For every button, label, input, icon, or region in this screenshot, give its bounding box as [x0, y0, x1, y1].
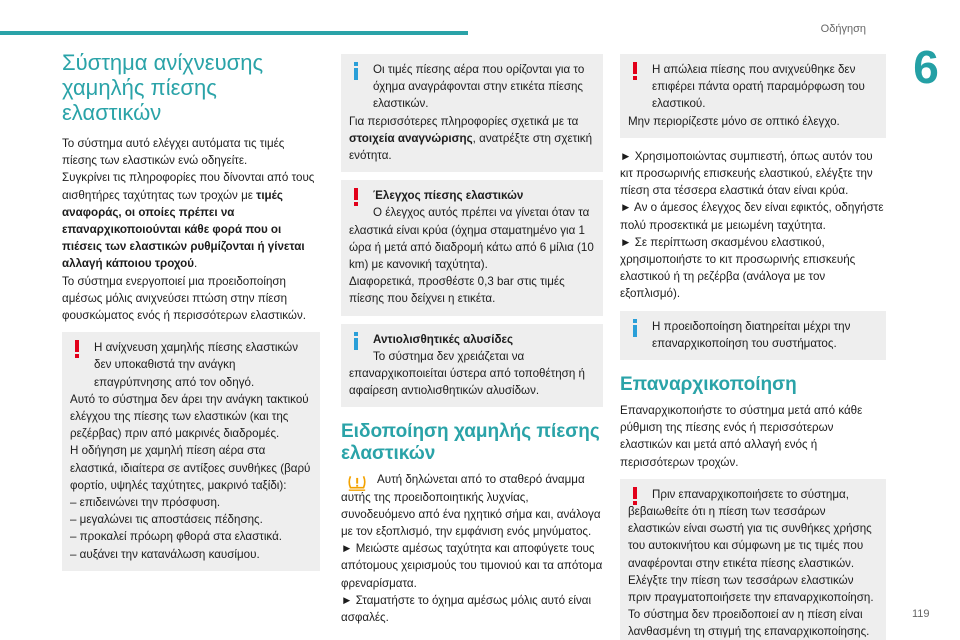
step: ► Αν ο άμεσος έλεγχος δεν είναι εφικτός, οδηγήστε πολύ προσεκτικά με μειωμένη ταχύτητα. — [620, 201, 884, 232]
paragraph: Επαναρχικοποιήστε το σύστημα μετά από κάθε ρύθμιση της πίεσης ενός ή περισσότερων ελαστικών και μετά από αλλαγή ενός ή περισσότερων τροχών. — [620, 404, 863, 469]
exclamation-icon — [628, 487, 642, 505]
warning-box: Η ανίχνευση χαμηλής πίεσης ελαστικών δεν υποκαθιστά την ανάγκη επαγρύπνησης από τον οδηγό. Αυτό το σύστημα δεν άρει την ανάγκη τακτικού ελέγχου της πίεσης των ελαστικών (και της ρεζέρβας) πριν από μακρινές διαδρομές. Η οδήγηση με χαμηλή πίεση αέρα στα ελαστικά, ιδιαίτερα σε αντίξοες συνθήκες (βαρύ φορτίο, υψηλές ταχύτητες, μακρινό ταξίδι): – επιδεινώνει την πρόσφυση. – μεγαλώνει τις αποστάσεις πέδησης. – προκαλεί πρόωρη φθορά στα ελαστικά. – αυξάνει την κατανάλωση καυσίμου. — [62, 332, 320, 571]
tyre-pressure-warning-icon — [345, 473, 369, 491]
info-icon — [349, 332, 363, 350]
header-rule — [0, 31, 468, 35]
box-title: Έλεγχος πίεσης ελαστικών — [373, 189, 524, 203]
paragraph: Το σύστημα αυτό ελέγχει αυτόματα τις τιμές πίεσης των ελαστικών ενώ οδηγείτε. — [62, 137, 285, 168]
step: ► Σταματήστε το όχημα αμέσως μόλις αυτό είναι ασφαλές. — [341, 593, 592, 625]
warning-box-before-reinit: Πριν επαναρχικοποιήσετε το σύστημα, βεβαιωθείτε ότι η πίεση των τεσσάρων ελαστικών είναι σωστή για τις συνθήκες χρήσης του αυτοκινήτου και σύμφωνη με τις τιμές που αναφέρονται στην ετικέτα πίεσης ελαστικών. Ελέγξτε την πίεση των τεσσάρων ελαστικών πριν πραγματοποιήσετε την επαναρχικοποίηση. Το σύστημα δεν προειδοποιεί αν η πίεση είναι λανθασμένη τη στιγμή της επαναρχικοποίησης. — [620, 479, 886, 640]
exclamation-icon — [628, 62, 642, 80]
paragraph: Το σύστημα ενεργοποιεί μια προειδοποίηση αμέσως μόλις ανιχνεύσει πτώση στην πίεση φουσκώματος ενός ή περισσότερων ελαστικών. — [62, 274, 306, 323]
info-box-chains: Αντιολισθητικές αλυσίδες Το σύστημα δεν χρειάζεται να επαναρχικοποιείται ύστερα από τοποθέτηση ή αφαίρεση αντιολισθητικών αλυσίδων. — [341, 324, 603, 408]
list-item: – προκαλεί πρόωρη φθορά στα ελαστικά. — [70, 530, 282, 544]
warning-box-pressure-loss: Η απώλεια πίεσης που ανιχνεύθηκε δεν επιφέρει πάντα ορατή παραμόρφωση του ελαστικού. Μην περιορίζεστε μόνο σε οπτικό έλεγχο. — [620, 54, 886, 138]
step: ► Σε περίπτωση σκασμένου ελαστικού, χρησιμοποιήστε το κιτ προσωρινής επισκευής ελαστικού ή τη ρεζέρβα (ανάλογα με τον εξοπλισμό). — [620, 235, 856, 301]
column-2 — [341, 50, 603, 626]
info-box-warning-persists: Η προειδοποίηση διατηρείται μέχρι την επαναρχικοποίηση του συστήματος. — [620, 311, 886, 360]
info-box: Οι τιμές πίεσης αέρα που ορίζονται για το όχημα αναγράφονται στην ετικέτα πίεσης ελαστικών. Για περισσότερες πληροφορίες σχετικά με τα στοιχεία αναγνώρισης, ανατρέξτε στη σχετική ενότητα. — [341, 54, 603, 172]
list-item: – μεγαλώνει τις αποστάσεις πέδησης. — [70, 513, 263, 527]
exclamation-icon — [70, 340, 84, 358]
paragraph: Συγκρίνει τις πληροφορίες που δίνονται από τους αισθητήρες ταχύτητας των τροχών με τιμές αναφοράς, οι οποίες πρέπει να επαναρχικοποιούνται κάθε φορά που οι πιέσεις των ελαστικών ρυθμίζονται ή γίνεται αλλαγή κάποιου τροχού. — [62, 171, 315, 271]
step: ► Χρησιμοποιώντας συμπιεστή, όπως αυτόν του κιτ προσωρινής επισκευής ελαστικού, ελέγξτε την πίεση στα τέσσερα ελαστικά όταν είναι κρύα. — [620, 149, 873, 198]
section-title-low-pressure-alert: Ειδοποίηση χαμηλής πίεσης ελαστικών — [341, 421, 600, 465]
page-number: 119 — [912, 608, 930, 620]
info-icon — [628, 319, 642, 337]
chapter-number: 6 — [913, 41, 939, 93]
chapter-label: Οδήγηση — [820, 23, 866, 35]
list-item: – αυξάνει την κατανάλωση καυσίμου. — [70, 547, 260, 561]
alert-paragraph: Αυτή δηλώνεται από το σταθερό άναμμα αυτής της προειδοποιητικής λυχνίας, συνοδευόμενο από ένα ηχητικό σήμα και, ανάλογα με τον εξοπλισμό, την εμφάνιση ενός μηνύματος. — [341, 473, 601, 539]
warning-box-tyre-check: Έλεγχος πίεσης ελαστικών Ο έλεγχος αυτός πρέπει να γίνεται όταν τα ελαστικά είναι κρύα (όχημα σταματημένο για 1 ώρα ή μετά από διαδρομή κάτω από 6 μίλια (10 km) με κανονική ταχύτητα). Διαφορετικά, προσθέστε 0,3 bar στις τιμές πίεσης που δείχνει η ετικέτα. — [341, 180, 603, 315]
step: ► Μειώστε αμέσως ταχύτητα και αποφύγετε τους απότομους χειρισμούς του τιμονιού και τα απότομα φρεναρίσματα. — [341, 542, 603, 590]
section-title-reinitialisation: Επαναρχικοποίηση — [620, 374, 797, 396]
info-icon — [349, 62, 363, 80]
section-title-tyre-detection: Σύστημα ανίχνευσης χαμηλής πίεσης ελαστικών — [62, 50, 264, 125]
box-title: Αντιολισθητικές αλυσίδες — [373, 332, 514, 346]
exclamation-icon — [349, 188, 363, 206]
column-1 — [62, 50, 320, 579]
list-item: – επιδεινώνει την πρόσφυση. — [70, 496, 221, 510]
column-3 — [620, 50, 886, 640]
